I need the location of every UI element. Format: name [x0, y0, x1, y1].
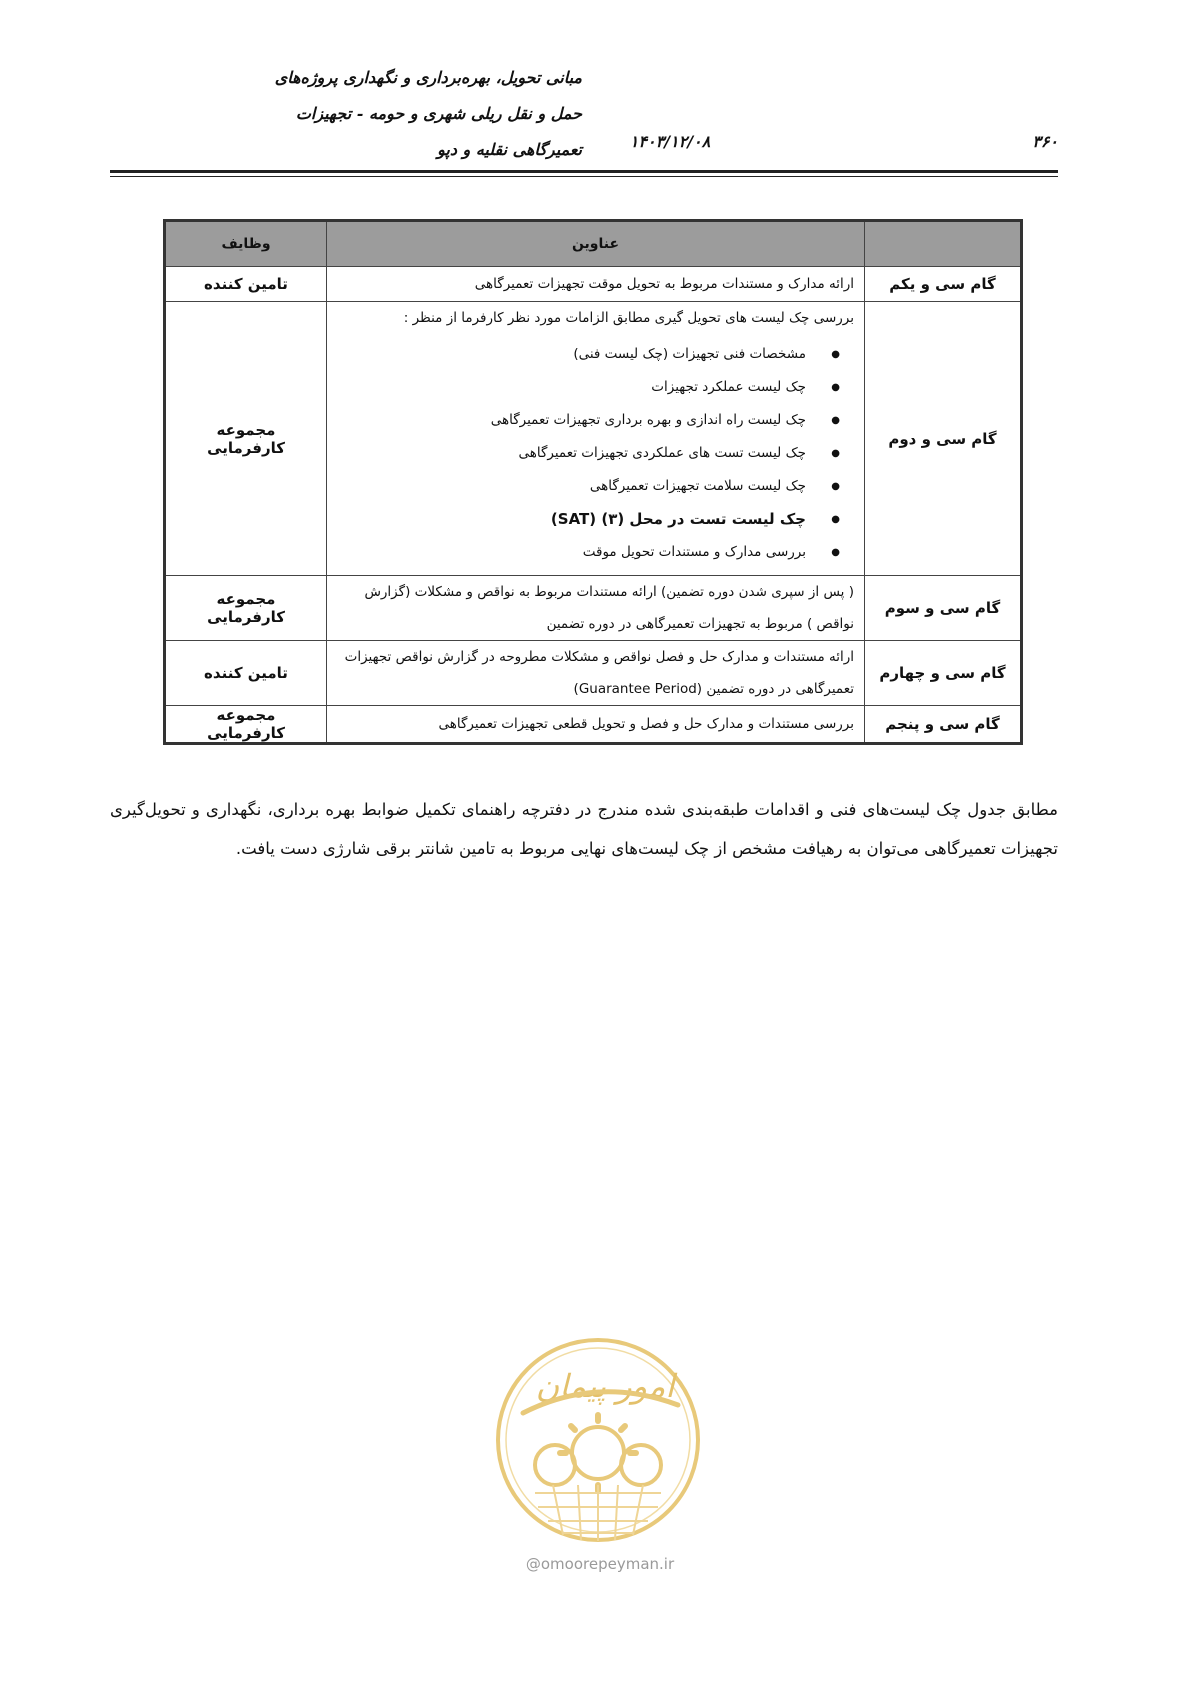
table-row — [165, 576, 1022, 641]
header-duties-cell: وظایف — [165, 221, 327, 267]
title-cell: ( پس از سپری شدن دوره تضمین) ارائه مستندات مربوط به نواقص و مشکلات (گزارش نواقص ) مربوط به تجهیزات تعمیرگاهی در دوره تضمین — [327, 576, 865, 641]
step-cell: گام سی و دوم — [865, 302, 1022, 576]
list-item: ● چک لیست سلامت تجهیزات تعمیرگاهی — [337, 470, 806, 503]
page-header — [110, 60, 1058, 180]
duty-cell: مجموعه کارفرمایی — [165, 706, 327, 744]
title-cell: بررسی مستندات و مدارک حل و فصل و تحویل قطعی تجهیزات تعمیرگاهی — [327, 706, 865, 744]
step-cell: گام سی و سوم — [865, 576, 1022, 641]
title-line-2: حمل و نقل ریلی شهری و حومه - تجهیزات — [295, 104, 582, 123]
list-item: ● چک لیست تست های عملکردی تجهیزات تعمیرگاهی — [337, 437, 806, 470]
table-row — [165, 641, 1022, 706]
title-cell: ارائه مستندات و مدارک حل و فصل نواقص و مشکلات مطروحه در گزارش نواقص تجهیزات تعمیرگاهی در دوره تضمین (Guarantee Period) — [327, 641, 865, 706]
body-paragraph: مطابق جدول چک لیست‌های فنی و اقدامات طبقه‌بندی شده مندرج در دفترچه راهنمای تکمیل ضوابط بهره برداری، نگهداری و تحویل‌گیری تجهیزات تعمیرگاهی می‌توان به رهیافت مشخص از چک لیست‌های نهایی مربوط به تامین شانتر برقی شارژی دست یافت. — [110, 800, 1058, 858]
seal-text: امور پیمان — [535, 1367, 675, 1405]
document-title — [132, 60, 582, 168]
step-cell: گام سی و پنجم — [865, 706, 1022, 744]
title-cell: ارائه مدارک و مستندات مربوط به تحویل موقت تجهیزات تعمیرگاهی — [327, 267, 865, 302]
list-item: ● مشخصات فنی تجهیزات (چک لیست فنی) — [337, 338, 806, 371]
list-item: ● چک لیست تست در محل (۳) (SAT) — [337, 503, 806, 536]
title-cell — [327, 302, 865, 576]
table-row — [165, 302, 1022, 576]
steps-table — [163, 219, 1023, 745]
duty-cell: تامین کننده — [165, 641, 327, 706]
step-cell: گام سی و چهارم — [865, 641, 1022, 706]
duty-cell: تامین کننده — [165, 267, 327, 302]
list-item: ● چک لیست راه اندازی و بهره برداری تجهیزات تعمیرگاهی — [337, 404, 806, 437]
table-header-row — [165, 221, 1022, 267]
omoore-peyman-seal — [493, 1335, 703, 1545]
header-date: ۱۴۰۳/۱۲/۰۸ — [629, 132, 711, 151]
header-titles-cell: عناوین — [327, 221, 865, 267]
duty-cell: مجموعه کارفرمایی — [165, 576, 327, 641]
checklist-intro: بررسی چک لیست های تحویل گیری مطابق الزامات مورد نظر کارفرما از منظر : — [403, 310, 854, 326]
list-item: ● بررسی مدارک و مستندات تحویل موقت — [337, 536, 806, 569]
title-line-1: مبانی تحویل، بهره‌برداری و نگهداری پروژه‌های — [274, 68, 582, 87]
step-cell: گام سی و یکم — [865, 267, 1022, 302]
checklist — [337, 338, 854, 569]
table-row — [165, 706, 1022, 744]
header-rule-thin — [110, 176, 1058, 177]
list-item: ● چک لیست عملکرد تجهیزات — [337, 371, 806, 404]
table-row — [165, 267, 1022, 302]
header-rule-thick — [110, 170, 1058, 173]
duty-cell: مجموعه کارفرمایی — [165, 302, 327, 576]
header-step-cell — [865, 221, 1022, 267]
seal-url: @omoorepeyman.ir — [525, 1555, 675, 1573]
title-line-3: تعمیرگاهی نقلیه و دپو — [437, 140, 582, 159]
page-number: ۳۶۰ — [1032, 132, 1058, 151]
